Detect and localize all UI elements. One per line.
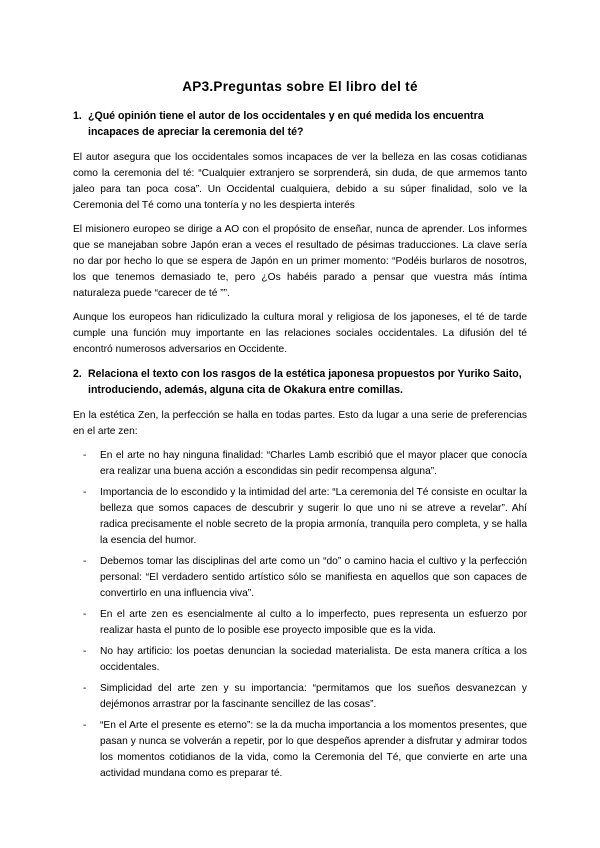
list-item — [73, 554, 527, 602]
dash-bullet: - — [83, 609, 87, 620]
list-item — [73, 448, 527, 480]
list-item-text: Debemos tomar las disciplinas del arte como un “do” o camino hacia el cultivo y la perfección personal: “El verdadero sentido artístico sólo se manifiesta en aquellos que son capaces de convertirlo en una influencia viva”. — [100, 556, 527, 599]
list-item — [73, 681, 527, 713]
question-2-number: 2. — [73, 368, 82, 380]
dash-bullet: - — [83, 556, 87, 567]
dash-bullet: - — [83, 450, 87, 461]
dash-bullet: - — [83, 683, 87, 694]
answer-2-intro: En la estética Zen, la perfección se halla en todas partes. Esto da lugar a una serie de preferencias en el arte zen: — [73, 410, 527, 437]
question-1-text: ¿Qué opinión tiene el autor de los occidentales y en qué medida los encuentra incapaces de apreciar la ceremonia del té? — [88, 110, 484, 138]
list-item — [73, 485, 527, 549]
list-item-text: No hay artificio: los poetas denuncian la sociedad materialista. De esta manera crítica a los occidentales. — [100, 646, 527, 673]
list-item — [73, 718, 527, 782]
question-2 — [73, 366, 527, 398]
answer-1-paragraph: El misionero europeo se dirige a AO con el propósito de enseñar, nunca de aprender. Los informes que se manejaban sobre Japón eran a veces el resultado de pésimas traducciones. La clave sería no dar por hecho lo que se espera de Japón en un primer momento: “Podéis burlaros de nosotros, los que tenemos demasiado te, pero ¿Os habéis parado a pensar que vuestra más íntima naturaleza puede “carecer de té ””. — [73, 224, 527, 299]
list-item-text: “En el Arte el presente es eterno”: se la da mucha importancia a los momentos presentes, que pasan y nunca se volverán a repetir, por lo que despeños aprender a disfrutar y admirar todos los momentos cotidianos de la vida, como la Ceremonia del Té, que convierte en arte una actividad mundana como es preparar té. — [100, 720, 527, 779]
dash-bullet: - — [83, 487, 87, 498]
question-1 — [73, 108, 527, 140]
aesthetics-list — [73, 448, 527, 782]
list-item-text: Simplicidad del arte zen y su importancia: “permitamos que los sueños desvanezcan y dejémonos arrastrar por la fascinante sencillez de las cosas”. — [100, 683, 527, 710]
list-item-text: En el arte zen es esencialmente al culto a lo imperfecto, pues representa un esfuerzo por realizar hasta el punto de lo posible ese proyecto imposible que es la vida. — [100, 609, 527, 636]
answer-1-paragraph: El autor asegura que los occidentales somos incapaces de ver la belleza en las cosas cotidianas como la ceremonia del té: “Cualquier extranjero se sorprenderá, sin duda, de que armemos tanto jaleo para tan poca cosa”. Un Occidental cualquiera, debido a su súper finalidad, solo ve la Ceremonia del Té como una tontería y no les despierta interés — [73, 152, 527, 211]
list-item-text: En el arte no hay ninguna finalidad: “Charles Lamb escribió que el mayor placer que conocía era realizar una buena acción a escondidas sin pedir recompensa alguna”. — [100, 450, 527, 477]
list-item-text: Importancia de lo escondido y la intimidad del arte: “La ceremonia del Té consiste en ocultar la belleza que somos capaces de descubrir y sugerir lo que uno ni se atreve a revelar”. Ahí radica precisamente el noble secreto de la propia armonía, tranquila pero completa, y se halla la esencia del humor. — [100, 487, 527, 546]
dash-bullet: - — [83, 646, 87, 657]
answer-1-paragraph: Aunque los europeos han ridiculizado la cultura moral y religiosa de los japoneses, el té de tarde cumple una función muy importante en las relaciones sociales occidentales. La difusión del té encontró numerosos adversarios en Occidente. — [73, 312, 527, 355]
list-item — [73, 644, 527, 676]
page-title: AP3.Preguntas sobre El libro del té — [182, 79, 418, 94]
question-2-text: Relaciona el texto con los rasgos de la estética japonesa propuestos por Yuriko Saito, introduciendo, además, alguna cita de Okakura entre comillas. — [88, 368, 522, 396]
dash-bullet: - — [83, 720, 87, 731]
question-1-number: 1. — [73, 110, 82, 122]
list-item — [73, 607, 527, 639]
